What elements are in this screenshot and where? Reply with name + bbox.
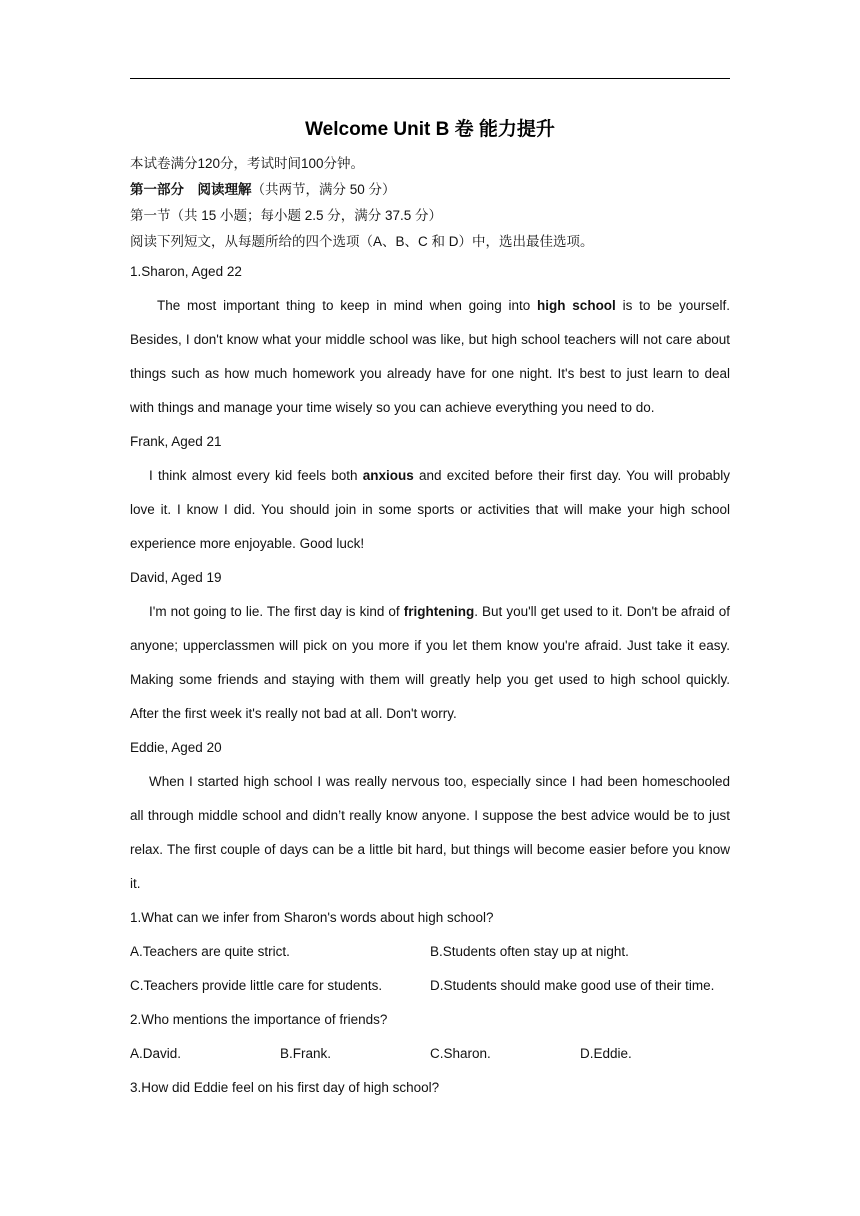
text-span: is to be yourself. Besides, I don't know what your middle school was like, but high school teachers will not care about things such as how much homework you already have for one night. It's best to just learn to deal with things and manage your time wisely so you can achieve everything you need to do. [130, 298, 730, 415]
text-span: I'm not going to lie. The first day is kind of [149, 604, 404, 619]
option-c: C.Teachers provide little care for students. [130, 978, 383, 993]
passage-paragraph-david [130, 595, 730, 731]
option-c: C.Sharon. [430, 1046, 491, 1061]
keyword-frightening: frightening [403, 604, 475, 619]
question-options [130, 1037, 730, 1071]
question-stem: 1.What can we infer from Sharon's words about high school? [130, 910, 494, 925]
text-span: The most important thing to keep in mind when going into [157, 298, 538, 313]
question-stem: 3.How did Eddie feel on his first day of high school? [130, 1080, 440, 1095]
text-span: I think almost every kid feels both [149, 468, 363, 483]
speaker-eddie: Eddie, Aged 20 [130, 740, 222, 755]
speaker-frank: Frank, Aged 21 [130, 434, 222, 449]
instruction: 阅读下列短文，从每题所给的四个选项（A、B、C 和 D）中，选出最佳选项。 [130, 234, 594, 249]
question-stem: 2.Who mentions the importance of friends? [130, 1012, 388, 1027]
option-b: B.Students often stay up at night. [430, 944, 629, 959]
part1-label: 第一部分 阅读理解 [130, 182, 252, 197]
option-d: D.Students should make good use of their time. [430, 978, 715, 993]
speaker-sharon: 1.Sharon, Aged 22 [130, 264, 242, 279]
question-options [130, 969, 730, 1003]
text-span: and excited before their first day. You will probably love it. I know I did. You should join in some sports or activities that will make your high school experience more enjoyable. Good luck! [130, 468, 730, 551]
part1-detail: （共两节，满分 50 分） [251, 182, 396, 197]
option-a: A.Teachers are quite strict. [130, 944, 290, 959]
keyword-high-school: high school [537, 298, 616, 313]
option-d: D.Eddie. [580, 1046, 632, 1061]
header-rule [130, 78, 730, 79]
exam-info: 本试卷满分120分，考试时间100分钟。 [130, 156, 365, 171]
option-b: B.Frank. [280, 1046, 332, 1061]
text-span: When I started high school I was really nervous too, especially since I had been homeschooled all through middle school and didn’t really know anyone. I suppose the best advice would be to just relax. The first couple of days can be a little bit hard, but things will become easier before you know it. [130, 774, 730, 891]
question-options [130, 935, 730, 969]
passage-paragraph-eddie [130, 765, 730, 901]
document-body [130, 151, 730, 1105]
section1-heading: 第一节（共 15 小题；每小题 2.5 分，满分 37.5 分） [130, 208, 443, 223]
page-title: Welcome Unit B 卷 能力提升 [305, 119, 555, 140]
passage-paragraph-frank [130, 459, 730, 561]
part1-heading [130, 177, 730, 203]
speaker-david: David, Aged 19 [130, 570, 222, 585]
text-span: . But you'll get used to it. Don't be afraid of anyone; upperclassmen will pick on you more if you let them know you're afraid. Just take it easy. Making some friends and staying with them will greatly help you get used to high school quickly. After the first week it's really not bad at all. Don't worry. [130, 604, 730, 721]
passage-paragraph-sharon [130, 289, 730, 425]
option-a: A.David. [130, 1046, 182, 1061]
keyword-anxious: anxious [362, 468, 414, 483]
